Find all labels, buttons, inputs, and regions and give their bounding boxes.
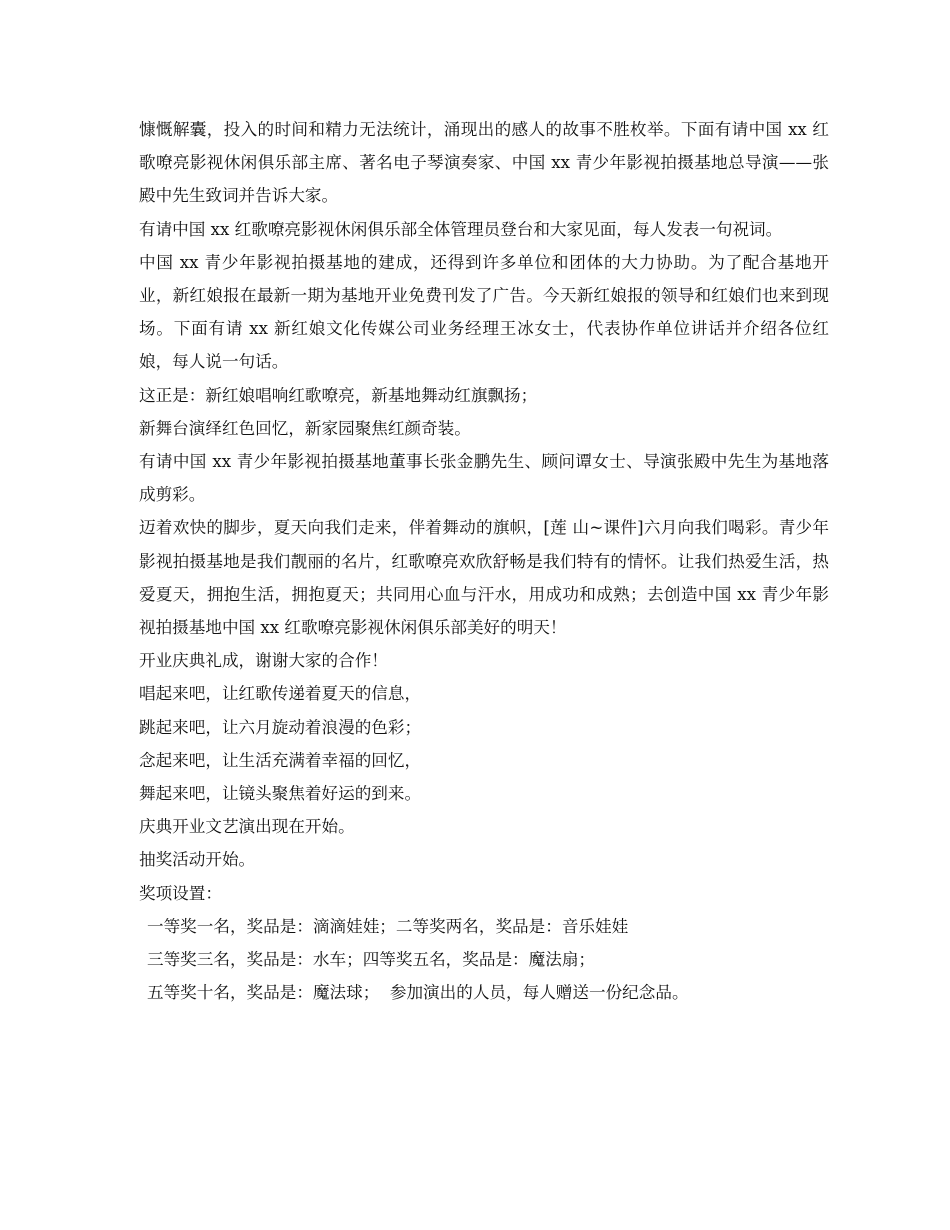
poem-line: 唱起来吧，让红歌传递着夏天的信息， <box>139 684 422 704</box>
paragraph: 中国 xx 青少年影视拍摄基地的建成，还得到许多单位和团体的大力协助。为了配合基地开业，新红娘报在最新一期为基地开业免费刊发了广告。今天新红娘报的领导和红娘们也来到现场。下面有请 xx 新红娘文化传媒公司业务经理王冰女士，代表协作单位讲话并介绍各位红娘，每人说一句话。 <box>139 252 829 372</box>
poem-line: 跳起来吧，让六月旋动着浪漫的色彩； <box>139 717 422 737</box>
paragraph: 有请中国 xx 青少年影视拍摄基地董事长张金鹏先生、顾问谭女士、导演张殿中先生为基地落成剪彩。 <box>139 452 829 505</box>
prize-line: 三等奖三名，奖品是：水车；四等奖五名，奖品是：魔法扇； <box>147 950 596 970</box>
paragraph: 这正是：新红娘唱响红歌嘹亮，新基地舞动红旗飘扬； <box>139 385 538 405</box>
paragraph: 抽奖活动开始。 <box>139 850 256 870</box>
paragraph: 庆典开业文艺演出现在开始。 <box>139 817 355 837</box>
paragraph: 新舞台演绎红色回忆，新家园聚焦红颜奇装。 <box>139 418 471 438</box>
section-heading: 奖项设置： <box>139 883 222 903</box>
poem-line: 念起来吧，让生活充满着幸福的回忆， <box>139 750 422 770</box>
document-body <box>139 113 829 1009</box>
paragraph: 迈着欢快的脚步，夏天向我们走来，伴着舞动的旗帜，[莲 山~课件]六月向我们喝彩。青少年影视拍摄基地是我们靓丽的名片，红歌嘹亮欢欣舒畅是我们特有的情怀。让我们热爱生活，热爱夏天，拥抱生活，拥抱夏天；共同用心血与汗水，用成功和成熟；去创造中国 xx 青少年影视拍摄基地中国 xx 红歌嘹亮影视休闲俱乐部美好的明天！ <box>139 518 829 638</box>
paragraph: 开业庆典礼成，谢谢大家的合作！ <box>139 651 388 671</box>
prize-line: 一等奖一名，奖品是：滴滴娃娃；二等奖两名，奖品是：音乐娃娃 <box>147 916 629 936</box>
prize-line: 五等奖十名，奖品是：魔法球； 参加演出的人员，每人赠送一份纪念品。 <box>147 983 689 1003</box>
paragraph: 慷慨解囊，投入的时间和精力无法统计，涌现出的感人的故事不胜枚举。下面有请中国 xx 红歌嘹亮影视休闲俱乐部主席、著名电子琴演奏家、中国 xx 青少年影视拍摄基地总导演——张殿中先生致词并告诉大家。 <box>139 120 829 206</box>
poem-line: 舞起来吧，让镜头聚焦着好运的到来。 <box>139 784 422 804</box>
paragraph: 有请中国 xx 红歌嘹亮影视休闲俱乐部全体管理员登台和大家见面，每人发表一句祝词。 <box>139 219 783 239</box>
